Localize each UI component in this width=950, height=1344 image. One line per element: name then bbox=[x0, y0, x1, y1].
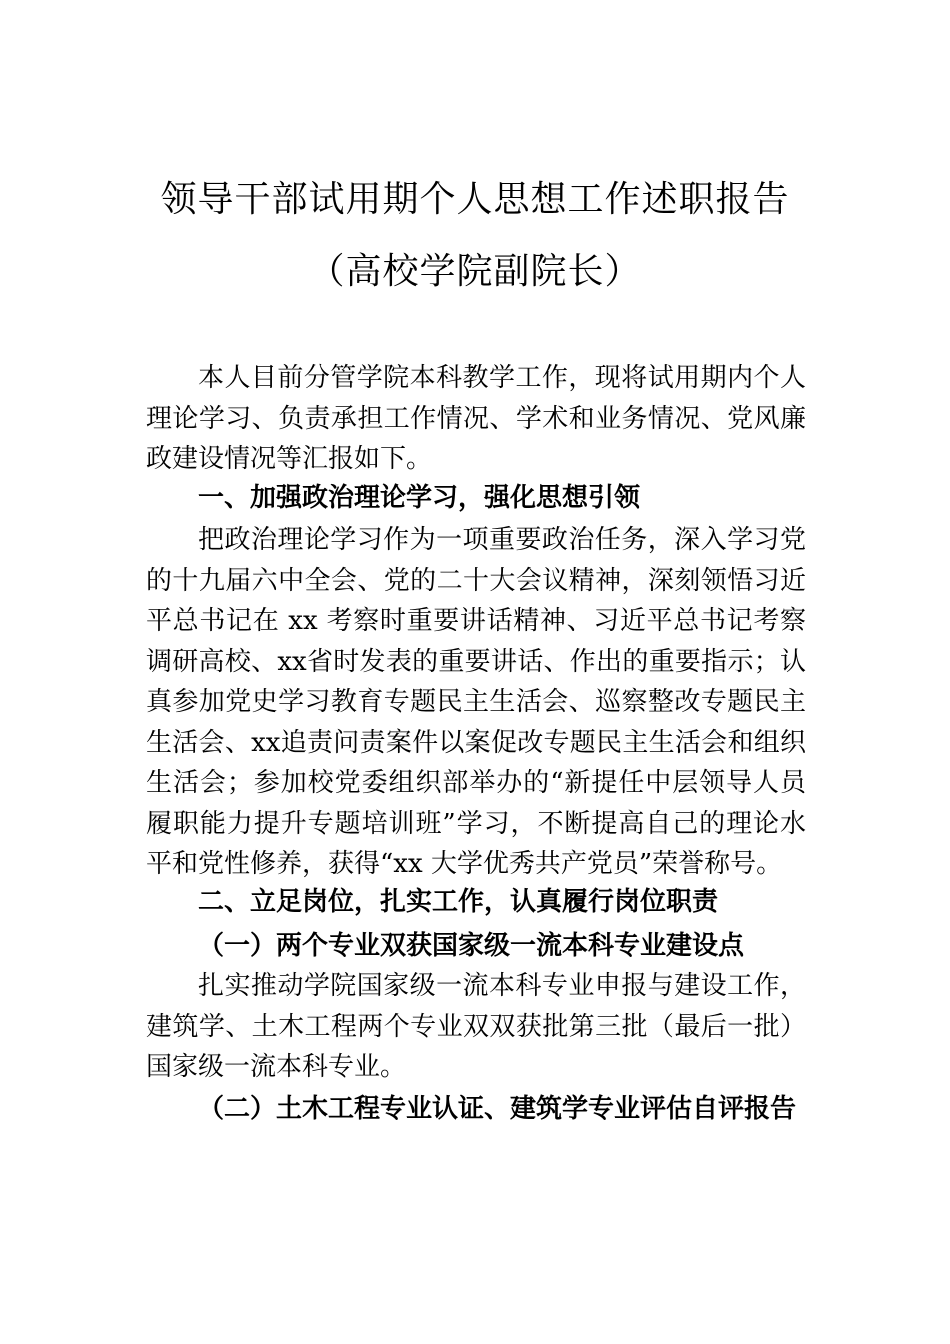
section-2-heading: 二、立足岗位，扎实工作，认真履行岗位职责 bbox=[198, 887, 719, 917]
section-2-subheading-1: （一）两个专业双获国家级一流本科专业建设点 bbox=[198, 931, 745, 961]
intro-paragraph: 本人目前分管学院本科教学工作，现将试用期内个人理论学习、负责承担工作情况、学术和业务情况、党风廉政建设情况等汇报如下。 bbox=[146, 363, 806, 474]
section-2-subsection-1-paragraph: 扎实推动学院国家级一流本科专业申报与建设工作，建筑学、土木工程两个专业双双获批第三批（最后一批）国家级一流本科专业。 bbox=[146, 971, 806, 1082]
document-title: 领导干部试用期个人思想工作述职报告 bbox=[160, 179, 790, 220]
document-subtitle: （高校学院副院长） bbox=[308, 251, 642, 292]
section-1-paragraph: 把政治理论学习作为一项重要政治任务，深入学习党的十九届六中全会、党的二十大会议精神，深刻领悟习近平总书记在 xx 考察时重要讲话精神、习近平总书记考察调研高校、xx省时发表的重要讲话、作出的重要指示；认真参加党史学习教育专题民主生活会、巡察整改专题民主生活会、xx追责问责案件以案促改专题民主生活会和组织生活会；参加校党委组织部举办的“新提任中层领导人员履职能力提升专题培训班”学习，不断提高自己的理论水平和党性修养，获得“xx 大学优秀共产党员”荣誉称号。 bbox=[146, 525, 806, 879]
section-2-subheading-2: （二）土木工程专业认证、建筑学专业评估自评报告 bbox=[198, 1094, 797, 1124]
section-1-heading: 一、加强政治理论学习，强化思想引领 bbox=[198, 483, 641, 513]
